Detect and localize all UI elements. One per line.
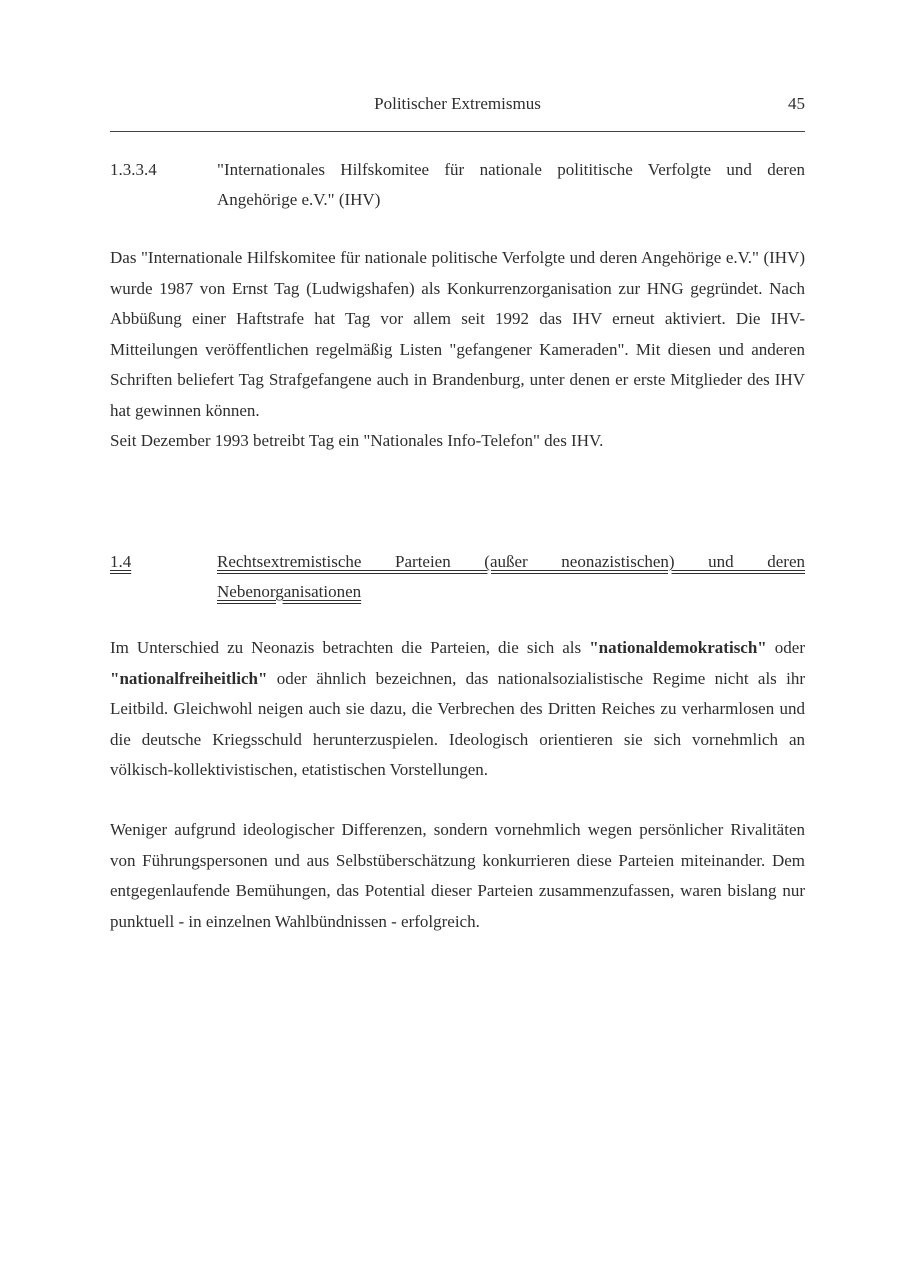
running-header <box>110 94 805 120</box>
paragraph-ihv-text: Das "Internationale Hilfskomitee für nationale politische Verfolgte und deren Angehörige e.V." (IHV) wurde 1987 von Ernst Tag (Ludwigshafen) als Konkurrenzorganisation zur HNG gegründet. Nach Abbüßung einer Haftstrafe hat Tag vor allem seit 1992 das IHV erneut aktiviert. Die IHV-Mitteilungen veröffentlichen regelmäßig Listen "gefangener Kameraden". Mit diesen und anderen Schriften beliefert Tag Strafgefangene auch in Brandenburg, unter denen er erste Mitglieder des IHV hat gewinnen können. <box>110 248 805 420</box>
paragraph-ihv <box>110 243 805 457</box>
paragraph-parties-part3: oder ähnlich bezeichnen, das nationalsozialistische Regime nicht als ihr Leitbild. Gleichwohl neigen auch sie dazu, die Verbrechen des Dritten Reiches zu verharmlosen und die deutsche Kriegsschuld herunterzuspielen. Ideologisch orientieren sie sich vornehmlich an völkisch-kollektivistischen, etatistischen Vorstellungen. <box>110 668 805 779</box>
paragraph-rivalry <box>110 815 805 937</box>
page-number: 45 <box>788 94 805 113</box>
section-title: "Internationales Hilfskomitee für nationale polititische Verfolgte und deren Angehörige e.V." (IHV) <box>217 160 805 209</box>
paragraph-ihv-line2: Seit Dezember 1993 betreibt Tag ein "Nationales Info-Telefon" des IHV. <box>110 431 604 450</box>
section-number: 1.3.3.4 <box>110 160 157 179</box>
header-rule <box>110 131 805 132</box>
term-nationaldemokratisch: "nationaldemokratisch" <box>589 638 767 657</box>
section-number: 1.4 <box>110 552 132 571</box>
paragraph-parties-part2: oder <box>766 638 805 657</box>
paragraph-rivalry-text: Weniger aufgrund ideologischer Differenzen, sondern vornehmlich wegen persönlicher Rivalitäten von Führungspersonen und aus Selbstüberschätzung konkurrieren diese Parteien miteinander. Dem entgegenlaufende Bemühungen, das Potential dieser Parteien zusammenzufassen, waren bislang nur punktuell - in einzelnen Wahlbündnissen - erfolgreich. <box>110 820 805 931</box>
paragraph-parties-part1: Im Unterschied zu Neonazis betrachten die Parteien, die sich als <box>110 638 590 657</box>
term-nationalfreiheitlich: "nationalfreiheitlich" <box>110 668 268 688</box>
paragraph-parties <box>110 633 805 786</box>
header-title: Politischer Extremismus <box>374 94 541 113</box>
section-heading-1-4 <box>110 547 805 609</box>
section-heading-1-3-3-4 <box>110 155 805 217</box>
section-title: Rechtsextremistische Parteien (außer neonazistischen) und deren Nebenorganisationen <box>217 552 805 601</box>
